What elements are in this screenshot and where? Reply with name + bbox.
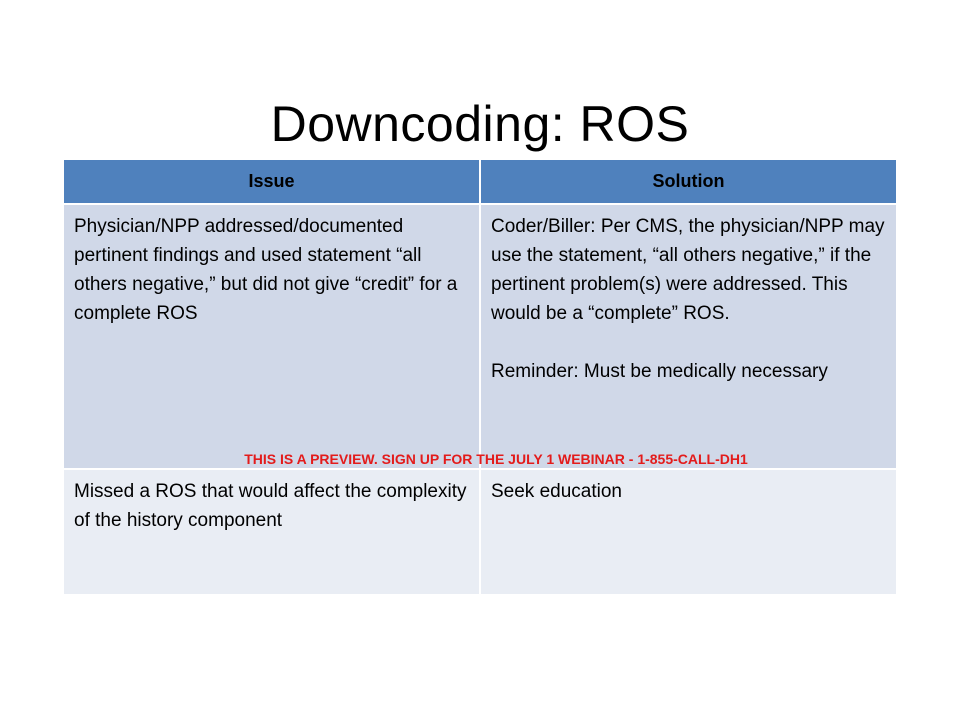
solution-cell: [480, 204, 896, 469]
issue-solution-table: [64, 160, 896, 594]
solution-reminder-text: Reminder: Must be medically necessary: [491, 361, 828, 382]
column-header-issue: Issue: [64, 160, 480, 204]
issue-text: Missed a ROS that would affect the complexity of the history component: [74, 481, 467, 531]
issue-cell: [64, 204, 480, 469]
comparison-table-container: [64, 160, 896, 594]
slide-title: Downcoding: ROS: [270, 95, 690, 152]
solution-text: Seek education: [491, 481, 622, 502]
solution-text: Coder/Biller: Per CMS, the physician/NPP may use the statement, “all others negative,” if the pertinent problem(s) were addressed. This would be a “complete” ROS.: [491, 216, 885, 324]
issue-cell: [64, 469, 480, 594]
solution-cell: [480, 469, 896, 594]
issue-text: Physician/NPP addressed/documented pertinent findings and used statement “all others negative,” but did not give “credit” for a complete ROS: [74, 216, 458, 324]
preview-watermark: THIS IS A PREVIEW. SIGN UP FOR THE JULY 1 WEBINAR - 1-855-CALL-DH1: [244, 451, 748, 467]
table-row: [64, 469, 896, 594]
table-row: [64, 204, 896, 469]
column-header-solution: Solution: [480, 160, 896, 204]
table-header-row: [64, 160, 896, 204]
